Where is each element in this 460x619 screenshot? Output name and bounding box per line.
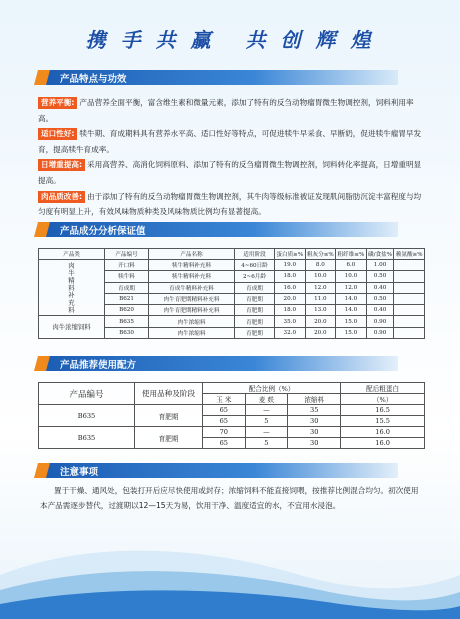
table-cell: 8.0 — [305, 260, 336, 271]
column-header: 适用阶段 — [235, 249, 275, 260]
table-cell: 65 — [203, 438, 246, 449]
table-cell: 15.0 — [336, 316, 367, 327]
feature-item — [38, 126, 426, 157]
table-cell: 0.40 — [366, 282, 394, 293]
section-header-notes — [38, 463, 398, 478]
table-cell: 犊牛精料补充料 — [149, 260, 235, 271]
feature-item — [38, 95, 426, 126]
table-cell: 0.90 — [366, 327, 394, 338]
table-cell: 30 — [288, 438, 341, 449]
column-header: 配后粗蛋白 — [341, 383, 425, 394]
table-cell: 32.0 — [275, 327, 306, 338]
feature-label: 日增重提高: — [38, 159, 85, 171]
slogan — [0, 24, 460, 53]
table-cell: 16.0 — [341, 438, 425, 449]
table-cell: 18.0 — [275, 305, 306, 316]
table-header-row — [39, 383, 425, 394]
feature-item — [38, 157, 426, 188]
table-cell: — — [245, 427, 288, 438]
feature-text: 产品营养全面平衡，富含维生素和微量元素，添加了特有的反刍动物瘤胃微生物调控剂，饲料利用率高。 — [38, 98, 414, 123]
section-tag — [34, 222, 50, 237]
table-cell: 20.0 — [305, 327, 336, 338]
column-header: （%） — [341, 394, 425, 405]
table-cell: 12.0 — [305, 282, 336, 293]
table-cell: 16.0 — [275, 282, 306, 293]
table-cell: 2~6月龄 — [235, 271, 275, 282]
table-cell: 育成期 — [235, 282, 275, 293]
table-cell: 5 — [245, 438, 288, 449]
table-cell — [394, 327, 425, 338]
section-header-recipe — [38, 356, 398, 371]
table-cell: 0.90 — [366, 316, 394, 327]
column-header: 产品编号 — [105, 249, 149, 260]
table-cell: 育成期 — [105, 282, 149, 293]
table-cell: 犊牛料 — [105, 271, 149, 282]
table-cell — [394, 282, 425, 293]
table-cell: 育肥期 — [235, 316, 275, 327]
column-header: 配合比例（%） — [203, 383, 341, 394]
section-title: 注意事项 — [60, 467, 99, 478]
column-header: 浓缩料 — [288, 394, 341, 405]
table-cell: 20.0 — [275, 293, 306, 304]
table-cell: 肉牛育肥期精料补充料 — [149, 293, 235, 304]
table-cell: 13.0 — [305, 305, 336, 316]
table-cell: 35.0 — [275, 316, 306, 327]
table-cell: 16.5 — [341, 405, 425, 416]
feature-text: 由于添加了特有的反刍动物瘤胃微生物调控剂，其牛肉等级标准被证发现肌间脂肪沉淀丰富程度与均匀度有明显上升，有效风味物质种类及风味物质比例均有显著提高。 — [38, 191, 422, 217]
table-header-row — [39, 249, 425, 260]
column-header: 粗纤维≤% — [336, 249, 367, 260]
table-cell: 0.50 — [366, 293, 394, 304]
table-cell: 30 — [288, 427, 341, 438]
table-cell: 1.00 — [366, 260, 394, 271]
table-cell: 犊牛精料补充料 — [149, 271, 235, 282]
column-header: 玉 米 — [203, 394, 246, 405]
column-header: 产品名称 — [149, 249, 235, 260]
table-cell: B621 — [105, 293, 149, 304]
column-header: 产品编号 — [39, 383, 135, 405]
table-cell: 12.0 — [336, 282, 367, 293]
table-cell: 65 — [203, 405, 246, 416]
table-cell: 10.0 — [336, 271, 367, 282]
table-cell: 肉牛育肥期精料补充料 — [149, 305, 235, 316]
table-cell — [394, 305, 425, 316]
wave-decoration — [0, 520, 460, 619]
category-cell: 肉牛精料补充料 — [39, 260, 105, 316]
table-cell: 育肥期 — [135, 405, 203, 427]
table-cell: B630 — [105, 327, 149, 338]
table-cell: 20.0 — [305, 316, 336, 327]
column-header: 赖氨酸≥% — [394, 249, 425, 260]
table-cell: 育成牛精料补充料 — [149, 282, 235, 293]
notes-text: 置于干燥、通风处，包装打开后应尽快使用或封存；浓缩饲料不能直接饲喂，按推荐比例混合均匀。初次使用本产品需逐步替代，过渡期以12—15天为易，饮用干净、温度适宜的水，不宜用水浸泡。 — [40, 486, 419, 510]
table-cell — [394, 293, 425, 304]
table-cell: 10.0 — [305, 271, 336, 282]
table-row — [39, 405, 425, 416]
column-header: 使用品种及阶段 — [135, 383, 203, 405]
table-cell: 18.0 — [275, 271, 306, 282]
table-cell: 19.0 — [275, 260, 306, 271]
column-header: 麦 麸 — [245, 394, 288, 405]
table-cell: 5 — [245, 416, 288, 427]
table-cell: 14.0 — [336, 293, 367, 304]
feature-label: 肉品质改善: — [38, 191, 85, 203]
table-row — [39, 260, 425, 271]
table-cell — [394, 260, 425, 271]
recipe-table — [38, 382, 425, 449]
table-cell: 肉牛浓缩料 — [149, 316, 235, 327]
feature-text: 采用高营养、高消化饲料原料、添加了特有的反刍瘤胃微生物调控剂，饲料转化率提高，日增重明显提高。 — [38, 160, 422, 185]
table-cell: 4~60日龄 — [235, 260, 275, 271]
table-cell: 6.0 — [336, 260, 367, 271]
section-title: 产品特点与功效 — [60, 74, 127, 85]
table-cell — [394, 271, 425, 282]
slogan-right: 共 创 辉 煌 — [245, 28, 375, 52]
section-title: 产品成分分析保证值 — [60, 226, 146, 237]
table-cell: 35 — [288, 405, 341, 416]
table-cell: 育肥期 — [235, 293, 275, 304]
column-header: 磷/食盐% — [366, 249, 394, 260]
table-cell: 70 — [203, 427, 246, 438]
section-header-analysis — [38, 222, 398, 237]
feature-label: 营养平衡: — [38, 97, 77, 109]
section-tag — [34, 356, 50, 371]
table-cell: 开口料 — [105, 260, 149, 271]
section-header-features — [38, 70, 398, 85]
section-title: 产品推荐使用配方 — [60, 360, 137, 371]
table-cell: 肉牛浓缩料 — [149, 327, 235, 338]
column-header: 产品类 — [39, 249, 105, 260]
table-cell: 30 — [288, 416, 341, 427]
features-list — [38, 95, 426, 220]
table-cell: 育肥期 — [235, 327, 275, 338]
table-cell: 育肥期 — [235, 305, 275, 316]
table-cell: 16.0 — [341, 427, 425, 438]
category-cell: 肉牛浓缩饲料 — [39, 316, 105, 339]
table-cell: B635 — [105, 316, 149, 327]
table-cell: 11.0 — [305, 293, 336, 304]
table-cell: 15.5 — [341, 416, 425, 427]
section-tag — [34, 463, 50, 478]
table-cell: 65 — [203, 416, 246, 427]
table-cell: 育肥期 — [135, 427, 203, 449]
table-row — [39, 316, 425, 327]
table-cell: B620 — [105, 305, 149, 316]
slogan-left: 携 手 共 赢 — [85, 28, 215, 52]
table-row — [39, 427, 425, 438]
table-cell: 0.40 — [366, 305, 394, 316]
feature-label: 适口性好: — [38, 128, 77, 140]
table-cell: — — [245, 405, 288, 416]
feature-text: 犊牛期、育成期料具有营养水平高、适口性好等特点，可促进犊牛早采食、早断奶，促进犊牛瘤胃早发育，提高犊牛育成率。 — [38, 129, 422, 154]
section-tag — [34, 70, 50, 85]
table-cell — [394, 316, 425, 327]
analysis-table — [38, 248, 425, 339]
feature-item — [38, 189, 426, 220]
table-cell: 15.0 — [336, 327, 367, 338]
table-cell: B635 — [39, 427, 135, 449]
column-header: 蛋白质≥% — [275, 249, 306, 260]
table-cell: 14.0 — [336, 305, 367, 316]
table-cell: 0.50 — [366, 271, 394, 282]
table-cell: B635 — [39, 405, 135, 427]
column-header: 粗灰分≤% — [305, 249, 336, 260]
